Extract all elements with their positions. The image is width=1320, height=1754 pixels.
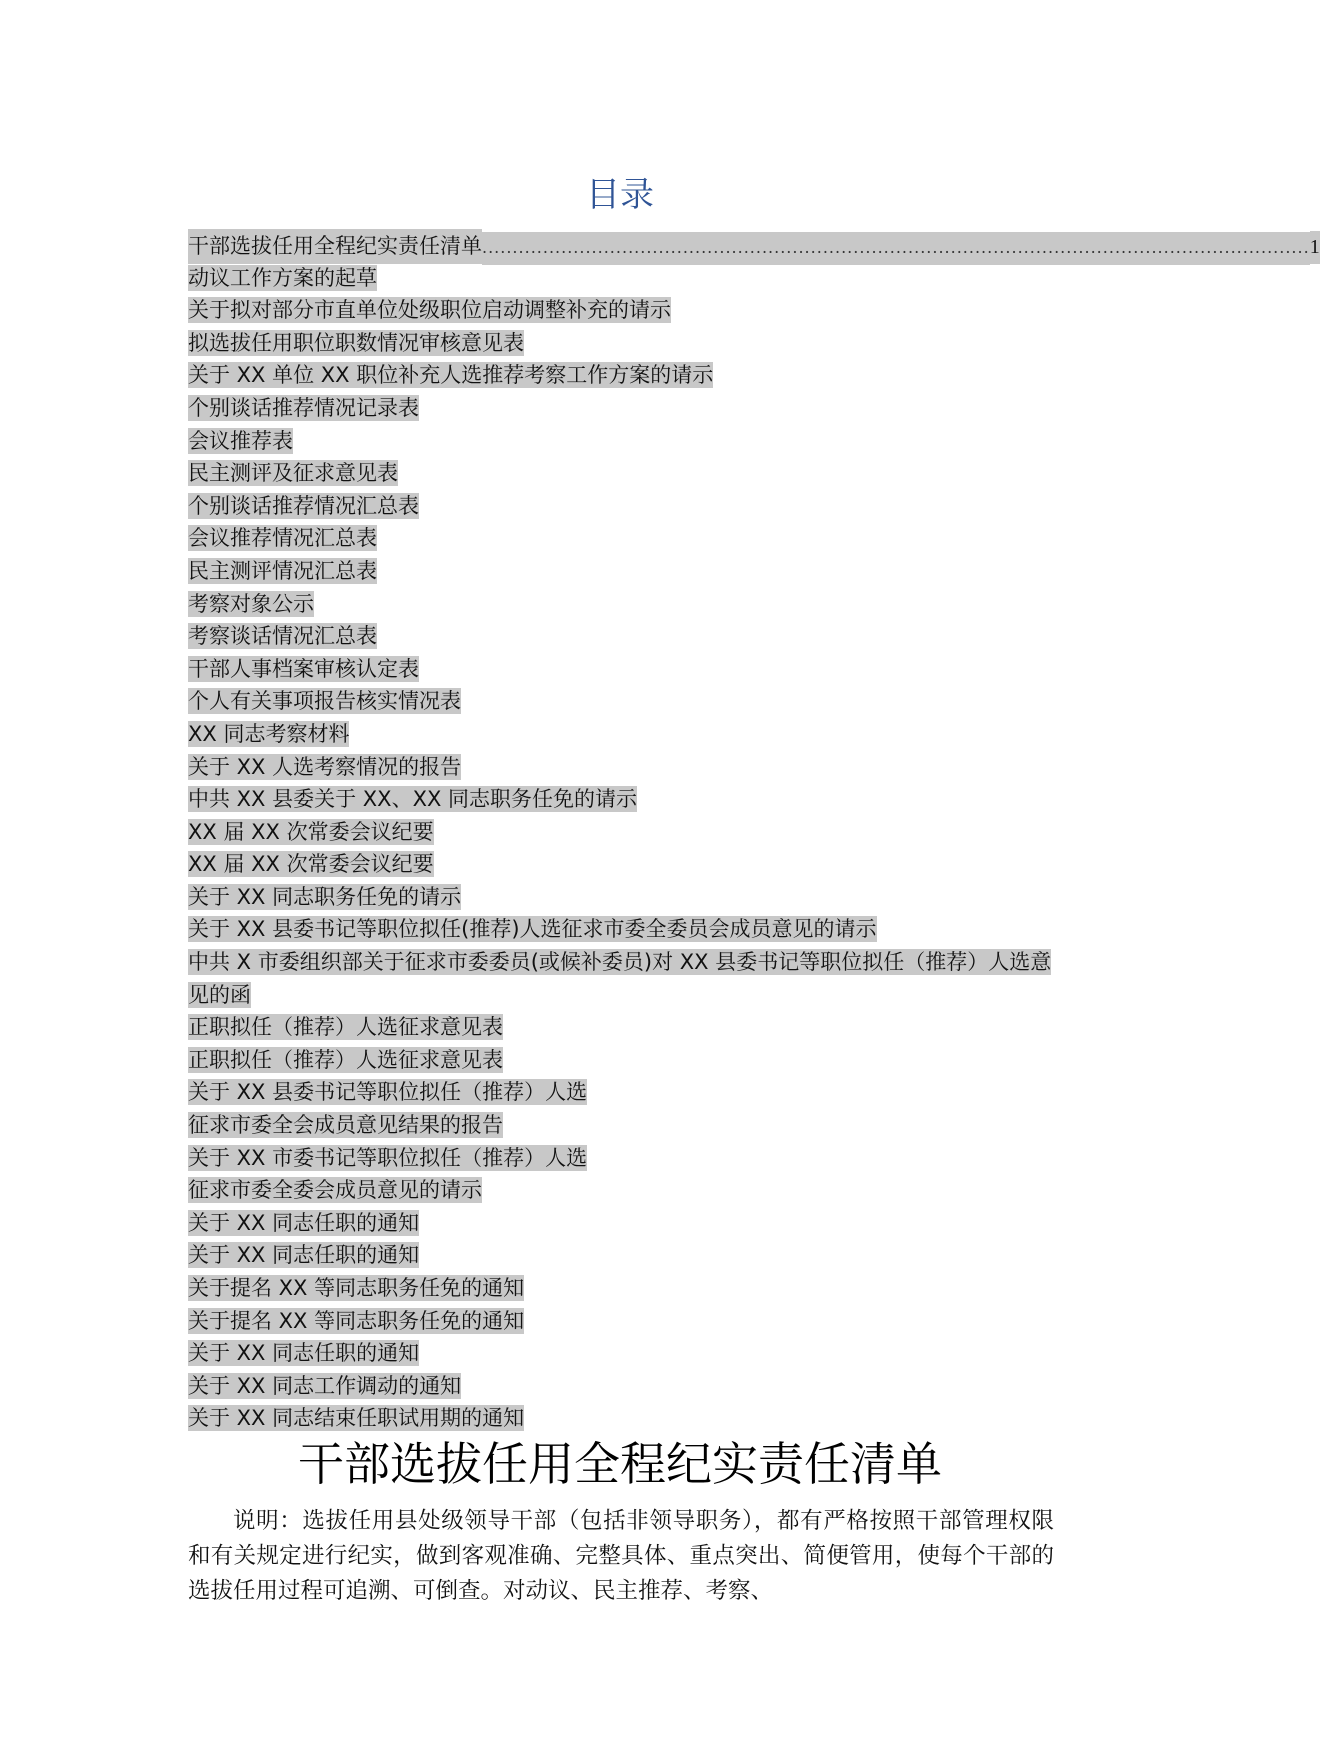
toc-entry-title[interactable]: 考察对象公示 [188, 591, 314, 616]
toc-entry[interactable] [188, 327, 1054, 360]
toc-entry[interactable] [188, 685, 1054, 718]
toc-entry-title[interactable]: 关于拟对部分市直单位处级职位启动调整补充的请示 [188, 298, 671, 323]
toc-entry-title[interactable]: 关于 XX 同志任职的通知 [188, 1341, 420, 1366]
toc-entry[interactable] [188, 848, 1054, 881]
toc-entry-title[interactable]: 关于提名 XX 等同志职务任免的通知 [188, 1308, 525, 1333]
toc-entry-title[interactable]: XX 同志考察材料 [188, 721, 350, 746]
toc-entry-title[interactable]: 关于 XX 同志任职的通知 [188, 1210, 420, 1235]
toc-entry[interactable] [188, 946, 1054, 1011]
toc-heading: 目录 [586, 175, 654, 215]
toc-entry-title[interactable]: 个人有关事项报告核实情况表 [188, 689, 461, 714]
toc-entry[interactable] [188, 457, 1054, 490]
toc-entry-title[interactable]: 关于 XX 同志工作调动的通知 [188, 1373, 462, 1398]
toc-entry-title[interactable]: XX 届 XX 次常委会议纪要 [188, 819, 434, 844]
toc-entry-title[interactable]: 关于 XX 市委书记等职位拟任（推荐）人选 [188, 1145, 588, 1170]
toc-entry-title[interactable]: 关于 XX 县委书记等职位拟任（推荐）人选 [188, 1080, 588, 1105]
toc-entry[interactable] [188, 1142, 1054, 1175]
toc-entry[interactable] [188, 620, 1054, 653]
toc-entry[interactable] [188, 425, 1054, 458]
intro-paragraph: 说明：选拔任用县处级领导干部（包括非领导职务），都有严格按照干部管理权限和有关规定进行纪实，做到客观准确、完整具体、重点突出、简便管用，使每个干部的选拔任用过程可追溯、可倒查。对动议、民主推荐、考察、 [188, 1508, 1054, 1604]
toc-entry[interactable] [188, 490, 1054, 523]
toc-entry-title[interactable]: 民主测评情况汇总表 [188, 558, 377, 583]
toc-entry[interactable] [188, 1272, 1054, 1305]
toc-entry-title[interactable]: 个别谈话推荐情况记录表 [188, 395, 419, 420]
toc-entry-title[interactable]: 会议推荐情况汇总表 [188, 526, 377, 551]
toc-entry[interactable] [188, 816, 1054, 849]
toc-entry[interactable] [188, 1174, 1054, 1207]
toc-entry-title[interactable]: 拟选拔任用职位职数情况审核意见表 [188, 330, 524, 355]
toc-entry-title[interactable]: 关于 XX 同志结束任职试用期的通知 [188, 1406, 525, 1431]
toc-entry[interactable] [188, 294, 1054, 327]
toc-entry-title[interactable]: 中共 XX 县委关于 XX、XX 同志职务任免的请示 [188, 787, 638, 812]
toc-entry-title[interactable]: 关于 XX 单位 XX 职位补充人选推荐考察工作方案的请示 [188, 363, 714, 388]
toc-entry-title[interactable]: 会议推荐表 [188, 428, 293, 453]
toc-entry[interactable] [188, 913, 1054, 946]
toc-entry[interactable] [188, 359, 1054, 392]
toc-entry[interactable] [188, 653, 1054, 686]
toc-entry-title[interactable]: 考察谈话情况汇总表 [188, 624, 377, 649]
toc-entry[interactable] [188, 1402, 1054, 1435]
toc-entry[interactable] [188, 783, 1054, 816]
toc-entry[interactable] [188, 1239, 1054, 1272]
toc-entry[interactable] [188, 555, 1054, 588]
toc-entry-title[interactable]: 正职拟任（推荐）人选征求意见表 [188, 1015, 503, 1040]
toc-leader-dots: ........................................................................................................................................ [482, 232, 1310, 265]
toc-entry[interactable] [188, 229, 1320, 262]
toc-entry[interactable] [188, 1076, 1054, 1109]
toc-entry[interactable] [188, 1370, 1054, 1403]
toc-entry[interactable] [188, 1305, 1054, 1338]
toc-entry[interactable] [188, 718, 1054, 751]
toc-entry[interactable] [188, 588, 1054, 621]
toc-entry[interactable] [188, 881, 1054, 914]
document-title: 干部选拔任用全程纪实责任清单 [298, 1437, 942, 1491]
toc-entry[interactable] [188, 392, 1054, 425]
toc-entry-title[interactable]: 动议工作方案的起草 [188, 265, 377, 290]
toc-entry[interactable] [188, 1109, 1054, 1142]
toc-page-number: 1 [1310, 231, 1320, 264]
toc-entry-title[interactable]: 关于 XX 人选考察情况的报告 [188, 754, 462, 779]
toc-entry-title[interactable]: 关于 XX 县委书记等职位拟任(推荐)人选征求市委全委员会成员意见的请示 [188, 917, 877, 942]
toc-entry-title[interactable]: XX 届 XX 次常委会议纪要 [188, 852, 434, 877]
toc-entry-title[interactable]: 中共 X 市委组织部关于征求市委委员(或候补委员)对 XX 县委书记等职位拟任（推荐）人选意见的函 [188, 950, 1052, 1007]
toc-entry[interactable] [188, 1044, 1054, 1077]
toc-entry-title[interactable]: 正职拟任（推荐）人选征求意见表 [188, 1047, 503, 1072]
toc-entry[interactable] [188, 751, 1054, 784]
toc-entry-title[interactable]: 干部人事档案审核认定表 [188, 656, 419, 681]
toc-entry[interactable] [188, 522, 1054, 555]
toc-entry-title[interactable]: 征求市委全会成员意见结果的报告 [188, 1113, 503, 1138]
toc-entry-title[interactable]: 征求市委全委会成员意见的请示 [188, 1178, 482, 1203]
toc-entry[interactable] [188, 262, 1054, 295]
table-of-contents [188, 229, 1320, 1435]
toc-entry[interactable] [188, 1011, 1054, 1044]
toc-entry-title[interactable]: 民主测评及征求意见表 [188, 461, 398, 486]
toc-entry-title[interactable]: 个别谈话推荐情况汇总表 [188, 493, 419, 518]
toc-entry[interactable] [188, 1207, 1054, 1240]
toc-entry-title[interactable]: 关于 XX 同志任职的通知 [188, 1243, 420, 1268]
toc-entry-title[interactable]: 干部选拔任用全程纪实责任清单 [188, 229, 482, 264]
toc-entry-title[interactable]: 关于 XX 同志职务任免的请示 [188, 884, 462, 909]
toc-entry-title[interactable]: 关于提名 XX 等同志职务任免的通知 [188, 1276, 525, 1300]
toc-entry[interactable] [188, 1337, 1054, 1370]
